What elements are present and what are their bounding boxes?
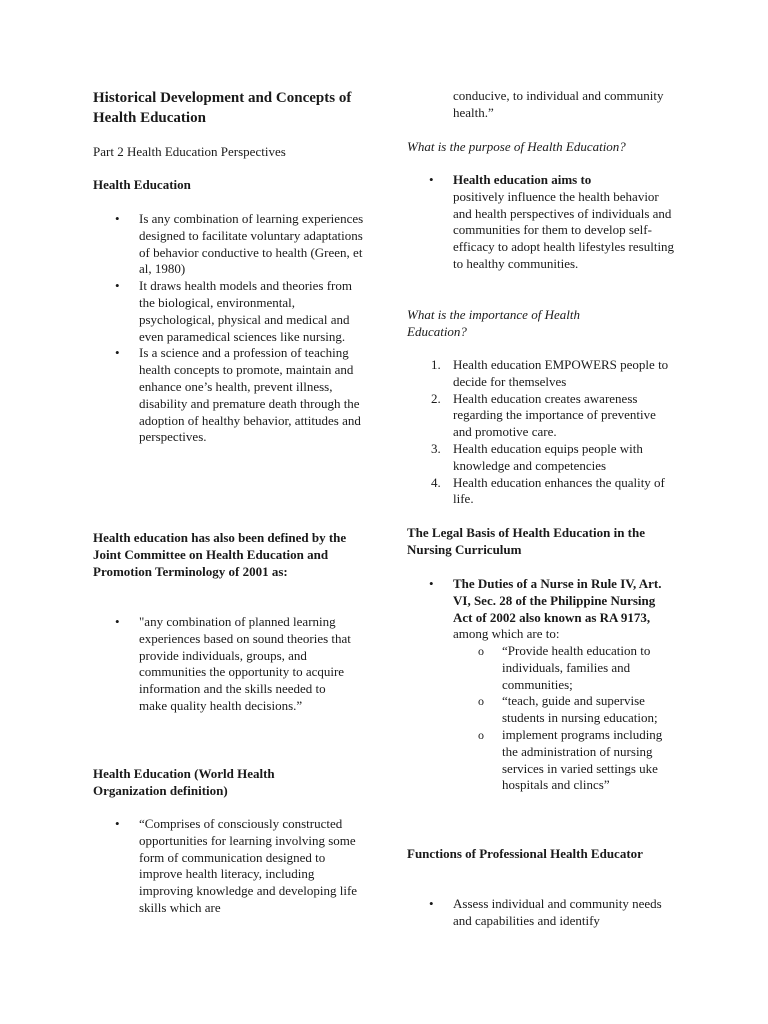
legal-bold: The Duties of a Nurse in Rule IV, Art. VI, Sec. 28 of the Philippine Nursing Act of 2002 also known as RA 9173, (453, 576, 662, 625)
legal-sublist (478, 643, 678, 794)
list-item: 4. Health education enhances the quality of life. (431, 474, 665, 507)
health-education-list (93, 211, 365, 446)
list-item: • It draws health models and theories from the biological, environmental, psychological, physical and medical and even paramedical sciences like nursing. (93, 278, 365, 345)
importance-list (407, 357, 677, 508)
legal-basis-heading: The Legal Basis of Health Education in the Nursing Curriculum (407, 525, 645, 557)
list-item: 1. Health education EMPOWERS people to decide for themselves (431, 357, 669, 389)
list-item: • Is any combination of learning experiences designed to facilitate voluntary adaptations of behavior conductive to health (Green, et al, 1980) (93, 211, 365, 278)
list-item: o “Provide health education to individuals, families and communities; (478, 643, 678, 693)
functions-list (407, 896, 675, 930)
list-item: • "any combination of planned learning experiences based on sound theories that provide individuals, groups, and communities the opportunity to acquire information and the skills needed to make quality health decisions.” (93, 614, 353, 715)
joint-committee-list (93, 614, 353, 715)
list-item: 3. Health education equips people with knowledge and competencies (431, 440, 643, 473)
list-item: o “teach, guide and supervise students in nursing education; (478, 693, 678, 727)
purpose-text: positively influence the health behavior and health perspectives of individuals and communities for them to develop self-efficacy to adopt health lifestyles resulting to healthy communities. (453, 188, 675, 271)
who-list (93, 816, 363, 917)
list-item: • Is a science and a profession of teaching health concepts to promote, maintain and enhance one’s health, prevent illness, disability and premature death through the adoption of healthy behavior, attitudes and perspectives. (93, 345, 365, 446)
list-item: • Assess individual and community needs and capabilities and identify (407, 896, 675, 930)
purpose-question: What is the purpose of Health Education? (407, 139, 626, 154)
joint-committee-heading: Health education has also been defined by the Joint Committee on Health Education and Promotion Terminology of 2001 as: (93, 530, 347, 579)
who-heading: Health Education (World Health Organization definition) (93, 766, 275, 798)
part-subtitle: Part 2 Health Education Perspectives (93, 144, 286, 159)
legal-text: among which are to: (453, 626, 560, 642)
list-item: • “Comprises of consciously constructed opportunities for learning involving some form of communication designed to improve health literacy, including improving knowledge and developing life skills which are (93, 816, 363, 917)
health-education-heading: Health Education (93, 177, 191, 192)
list-item: 2. Health education creates awareness regarding the importance of preventive and promotive care. (431, 390, 656, 440)
importance-question: What is the importance of Health Education? (407, 307, 580, 339)
list-item: o implement programs including the administration of nursing services in varied settings uke hospitals and clincs” (478, 727, 678, 794)
purpose-bold: Health education aims to (453, 172, 592, 187)
legal-basis-list (407, 576, 665, 643)
list-item (407, 172, 677, 273)
purpose-list (407, 172, 677, 273)
continued-text: conducive, to individual and community health.” (453, 88, 664, 120)
document-title: Historical Development and Concepts of Health Education (93, 90, 352, 126)
functions-heading: Functions of Professional Health Educator (407, 846, 643, 861)
list-item (407, 576, 665, 643)
